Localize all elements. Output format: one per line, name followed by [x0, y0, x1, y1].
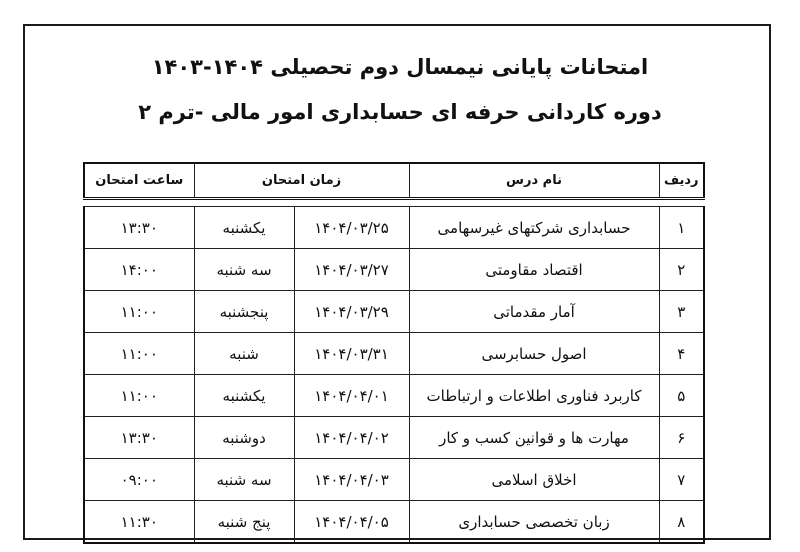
exam-day-cell: دوشنبه — [194, 417, 294, 459]
table-row — [84, 249, 704, 291]
course-name-cell: مهارت ها و قوانین کسب و کار — [409, 417, 659, 459]
exam-hour-cell: ۱۱:۰۰ — [84, 291, 194, 333]
table-spacer — [84, 199, 704, 207]
exam-hour-cell: ۱۱:۰۰ — [84, 375, 194, 417]
exam-day-cell: سه شنبه — [194, 459, 294, 501]
exam-schedule-table — [83, 162, 705, 544]
header-exam-time: زمان امتحان — [194, 163, 409, 199]
table-row — [84, 207, 704, 249]
exam-date-cell: ۱۴۰۴/۰۳/۲۷ — [294, 249, 409, 291]
exam-day-cell: سه شنبه — [194, 249, 294, 291]
row-number-cell: ۱ — [659, 207, 704, 249]
exam-day-cell: پنجشنبه — [194, 291, 294, 333]
table-row — [84, 501, 704, 544]
table-row — [84, 459, 704, 501]
exam-hour-cell: ۱۳:۳۰ — [84, 417, 194, 459]
table-row — [84, 417, 704, 459]
exam-date-cell: ۱۴۰۴/۰۳/۲۵ — [294, 207, 409, 249]
header-exam-hour: ساعت امتحان — [84, 163, 194, 199]
course-name-cell: حسابداری شرکتهای غیرسهامی — [409, 207, 659, 249]
page-subtitle: دوره کاردانی حرفه ای حسابداری امور مالی -ترم ۲ — [138, 100, 662, 124]
row-number-cell: ۴ — [659, 333, 704, 375]
course-name-cell: کاربرد فناوری اطلاعات و ارتباطات — [409, 375, 659, 417]
exam-date-cell: ۱۴۰۴/۰۳/۲۹ — [294, 291, 409, 333]
row-number-cell: ۳ — [659, 291, 704, 333]
exam-day-cell: یکشنبه — [194, 207, 294, 249]
exam-hour-cell: ۱۱:۰۰ — [84, 333, 194, 375]
row-number-cell: ۵ — [659, 375, 704, 417]
course-name-cell: آمار مقدماتی — [409, 291, 659, 333]
exam-day-cell: پنج شنبه — [194, 501, 294, 544]
page-title: امتحانات پایانی نیمسال دوم تحصیلی ۱۴۰۴-۱۴۰۳ — [151, 55, 649, 79]
table-row — [84, 375, 704, 417]
row-number-cell: ۲ — [659, 249, 704, 291]
exam-date-cell: ۱۴۰۴/۰۴/۰۲ — [294, 417, 409, 459]
table-row — [84, 333, 704, 375]
exam-date-cell: ۱۴۰۴/۰۴/۰۳ — [294, 459, 409, 501]
exam-hour-cell: ۱۳:۳۰ — [84, 207, 194, 249]
course-name-cell: زبان تخصصی حسابداری — [409, 501, 659, 544]
exam-hour-cell: ۰۹:۰۰ — [84, 459, 194, 501]
row-number-cell: ۶ — [659, 417, 704, 459]
exam-hour-cell: ۱۴:۰۰ — [84, 249, 194, 291]
table-header-row — [84, 163, 704, 199]
course-name-cell: اخلاق اسلامی — [409, 459, 659, 501]
row-number-cell: ۷ — [659, 459, 704, 501]
course-name-cell: اصول حسابرسی — [409, 333, 659, 375]
table-row — [84, 291, 704, 333]
header-row-no: ردیف — [659, 163, 704, 199]
exam-date-cell: ۱۴۰۴/۰۴/۰۵ — [294, 501, 409, 544]
course-name-cell: اقتصاد مقاومتی — [409, 249, 659, 291]
row-number-cell: ۸ — [659, 501, 704, 544]
exam-hour-cell: ۱۱:۳۰ — [84, 501, 194, 544]
exam-date-cell: ۱۴۰۴/۰۳/۳۱ — [294, 333, 409, 375]
exam-date-cell: ۱۴۰۴/۰۴/۰۱ — [294, 375, 409, 417]
header-course: نام درس — [409, 163, 659, 199]
exam-day-cell: شنبه — [194, 333, 294, 375]
exam-day-cell: یکشنبه — [194, 375, 294, 417]
